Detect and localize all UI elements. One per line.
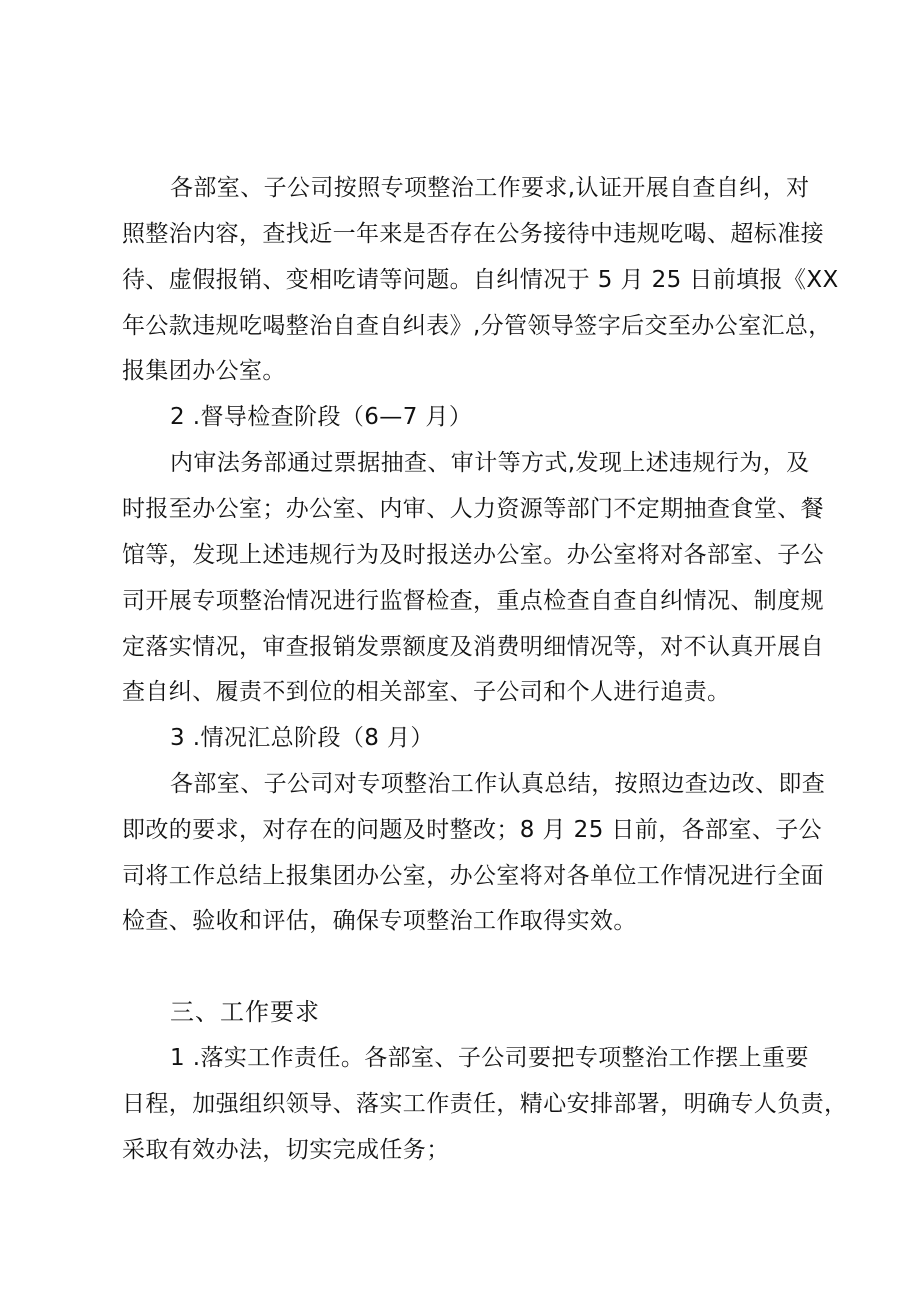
paragraph-line: 即改的要求，对存在的问题及时整改；8 月 25 日前，各部室、子公 [122, 817, 823, 843]
paragraph-line: 1 .落实工作责任。各部室、子公司要把专项整治工作摆上重要 [170, 1045, 809, 1071]
paragraph-line: 日程，加强组织领导、落实工作责任，精心安排部署，明确专人负责， [122, 1091, 848, 1117]
paragraph-line: 查自纠、履责不到位的相关部室、子公司和个人进行追责。 [122, 679, 731, 705]
paragraph-line: 检查、验收和评估，确保专项整治工作取得实效。 [122, 908, 637, 934]
section-heading: 3 .情况汇总阶段（8 月） [170, 725, 434, 751]
paragraph-line: 司将工作总结上报集团办公室，办公室将对各单位工作情况进行全面 [122, 863, 824, 889]
paragraph-line: 各部室、子公司按照专项整治工作要求,认证开展自查自纠，对 [170, 175, 810, 201]
paragraph-line: 定落实情况，审查报销发票额度及消费明细情况等，对不认真开展自 [122, 634, 824, 660]
paragraph-line: 司开展专项整治情况进行监督检查，重点检查自查自纠情况、制度规 [122, 588, 824, 614]
paragraph-line: 采取有效办法，切实完成任务； [122, 1137, 450, 1163]
chapter-heading: 三、工作要求 [170, 998, 320, 1026]
paragraph-line: 馆等，发现上述违规行为及时报送办公室。办公室将对各部室、子公 [122, 542, 824, 568]
paragraph-line: 待、虚假报销、变相吃请等问题。自纠情况于 5 月 25 日前填报《XX [122, 267, 839, 293]
paragraph-line: 各部室、子公司对专项整治工作认真总结，按照边查边改、即查 [170, 771, 826, 797]
paragraph-line: 内审法务部通过票据抽查、审计等方式,发现上述违规行为，及 [170, 450, 810, 476]
paragraph-line: 时报至办公室；办公室、内审、人力资源等部门不定期抽查食堂、餐 [122, 496, 824, 522]
paragraph-line: 年公款违规吃喝整治自查自纠表》,分管领导签字后交至办公室汇总， [122, 313, 832, 339]
paragraph-line: 照整治内容，查找近一年来是否存在公务接待中违规吃喝、超标准接 [122, 221, 824, 247]
paragraph-line: 报集团办公室。 [122, 358, 286, 384]
section-heading: 2 .督导检查阶段（6—7 月） [170, 404, 473, 430]
